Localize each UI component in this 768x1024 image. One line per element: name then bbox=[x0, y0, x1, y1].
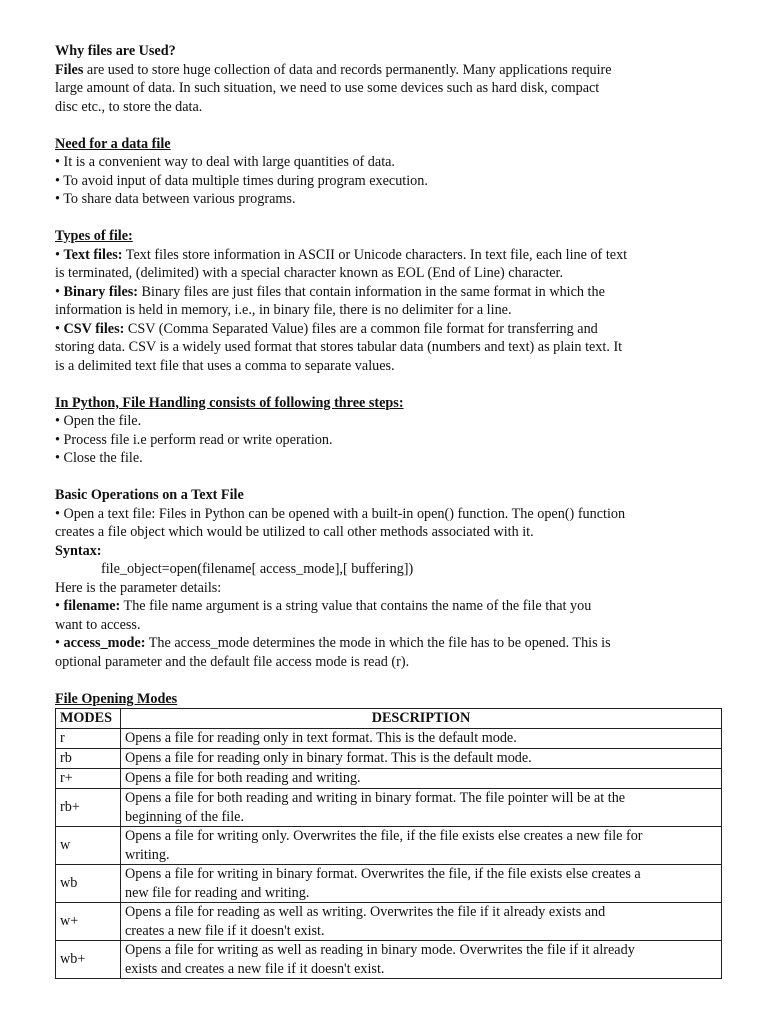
why-line-2: large amount of data. In such situation, we need to use some devices such as hard disk, compact bbox=[55, 80, 600, 96]
mode-cell: rb+ bbox=[56, 789, 121, 827]
access-mode-line-2: optional parameter and the default file access mode is read (r). bbox=[55, 653, 410, 670]
mode-cell: rb bbox=[56, 749, 121, 769]
csv-files-line-2: storing data. CSV is a widely used format that stores tabular data (numbers and text) as plain text. It bbox=[55, 339, 623, 355]
param-intro: Here is the parameter details: bbox=[55, 579, 222, 596]
description-cell bbox=[121, 903, 722, 941]
why-line-1: are used to store huge collection of data and records permanently. Many applications require bbox=[83, 61, 612, 78]
column-header-modes: MODES bbox=[56, 709, 121, 729]
csv-files-label: CSV files: bbox=[63, 320, 125, 337]
binary-files-line-1: Binary files are just files that contain information in the same format in which the bbox=[138, 283, 605, 300]
steps-heading: In Python, File Handling consists of following three steps: bbox=[55, 394, 404, 411]
binary-files-line-2: information is held in memory, i.e., in binary file, there is no delimiter for a line. bbox=[55, 302, 512, 318]
description-cell bbox=[121, 729, 722, 749]
need-item: • It is a convenient way to deal with large quantities of data. bbox=[55, 154, 395, 170]
need-item: • To avoid input of data multiple times during program execution. bbox=[55, 172, 428, 189]
description-cell bbox=[121, 749, 722, 769]
description-line: Opens a file for writing in binary format. Overwrites the file, if the file exists else creates a bbox=[125, 866, 641, 882]
filename-label: filename: bbox=[63, 598, 121, 614]
description-line: Opens a file for both reading and writing in binary format. The file pointer will be at the bbox=[125, 790, 626, 806]
column-header-description: DESCRIPTION bbox=[121, 709, 722, 729]
bullet: • bbox=[55, 635, 64, 651]
table-row bbox=[56, 827, 722, 865]
description-line: beginning of the file. bbox=[125, 808, 244, 825]
mode-cell: r bbox=[56, 729, 121, 749]
description-cell bbox=[121, 789, 722, 827]
description-line: creates a new file if it doesn't exist. bbox=[125, 922, 325, 939]
csv-files-line-3: is a delimited text file that uses a comma to separate values. bbox=[55, 357, 395, 374]
types-heading: Types of file: bbox=[55, 228, 133, 244]
table-header-row bbox=[56, 709, 722, 729]
need-section bbox=[55, 135, 725, 209]
bullet: • bbox=[55, 320, 64, 337]
description-cell bbox=[121, 769, 722, 789]
binary-files-label: Binary files: bbox=[63, 283, 138, 300]
access-mode-label: access_mode: bbox=[63, 635, 146, 651]
filename-line-1: The file name argument is a string value that contains the name of the file that you bbox=[120, 598, 592, 614]
text-files-line-2: is terminated, (delimited) with a special character known as EOL (End of Line) character. bbox=[55, 265, 564, 281]
steps-item: • Process file i.e perform read or write operation. bbox=[55, 431, 333, 448]
modes-table bbox=[55, 708, 722, 979]
text-files-line-1: Text files store information in ASCII or Unicode characters. In text file, each line of text bbox=[122, 246, 628, 263]
mode-cell: r+ bbox=[56, 769, 121, 789]
steps-item: • Open the file. bbox=[55, 413, 142, 429]
why-heading: Why files are Used? bbox=[55, 43, 176, 59]
description-line: writing. bbox=[125, 846, 170, 863]
description-line: Opens a file for reading as well as writing. Overwrites the file if it already exists and bbox=[125, 904, 606, 920]
basic-line-1: • Open a text file: Files in Python can be opened with a built-in open() function. The open() function bbox=[55, 505, 626, 522]
types-section bbox=[55, 227, 725, 375]
need-item: • To share data between various programs. bbox=[55, 191, 296, 207]
mode-cell: wb+ bbox=[56, 941, 121, 979]
syntax-code: file_object=open(filename[ access_mode],[ buffering]) bbox=[101, 561, 414, 577]
text-files-label: Text files: bbox=[63, 246, 123, 263]
table-row bbox=[56, 789, 722, 827]
basic-line-2: creates a file object which would be utilized to call other methods associated with it. bbox=[55, 524, 534, 540]
why-line-3: disc etc., to store the data. bbox=[55, 98, 203, 115]
description-line: Opens a file for writing only. Overwrites the file, if the file exists else creates a new file for bbox=[125, 828, 643, 844]
csv-files-line-1: CSV (Comma Separated Value) files are a common file format for transferring and bbox=[124, 320, 598, 337]
bullet: • bbox=[55, 598, 64, 614]
table-row bbox=[56, 769, 722, 789]
modes-table-title: File Opening Modes bbox=[55, 690, 178, 707]
description-line: Opens a file for reading only in text format. This is the default mode. bbox=[125, 730, 517, 747]
description-cell bbox=[121, 865, 722, 903]
filename-line-2: want to access. bbox=[55, 616, 141, 633]
basic-heading: Basic Operations on a Text File bbox=[55, 487, 244, 503]
description-line: Opens a file for both reading and writing. bbox=[125, 770, 361, 787]
table-row bbox=[56, 941, 722, 979]
mode-cell: w bbox=[56, 827, 121, 865]
steps-section bbox=[55, 394, 725, 468]
bullet: • bbox=[55, 246, 64, 263]
description-line: Opens a file for reading only in binary format. This is the default mode. bbox=[125, 750, 532, 767]
steps-item: • Close the file. bbox=[55, 450, 143, 466]
document-page bbox=[55, 42, 725, 979]
description-line: exists and creates a new file if it doesn't exist. bbox=[125, 960, 385, 977]
mode-cell: w+ bbox=[56, 903, 121, 941]
table-row bbox=[56, 865, 722, 903]
table-row bbox=[56, 903, 722, 941]
why-lead: Files bbox=[55, 61, 84, 78]
need-heading: Need for a data file bbox=[55, 135, 171, 152]
why-section bbox=[55, 42, 725, 116]
table-row bbox=[56, 729, 722, 749]
description-cell bbox=[121, 941, 722, 979]
description-cell bbox=[121, 827, 722, 865]
description-line: Opens a file for writing as well as reading in binary mode. Overwrites the file if it already bbox=[125, 942, 635, 958]
table-row bbox=[56, 749, 722, 769]
mode-cell: wb bbox=[56, 865, 121, 903]
description-line: new file for reading and writing. bbox=[125, 884, 310, 901]
bullet: • bbox=[55, 283, 64, 300]
basic-section bbox=[55, 486, 725, 671]
syntax-label: Syntax: bbox=[55, 542, 102, 559]
access-mode-line-1: The access_mode determines the mode in which the file has to be opened. This is bbox=[145, 635, 611, 651]
